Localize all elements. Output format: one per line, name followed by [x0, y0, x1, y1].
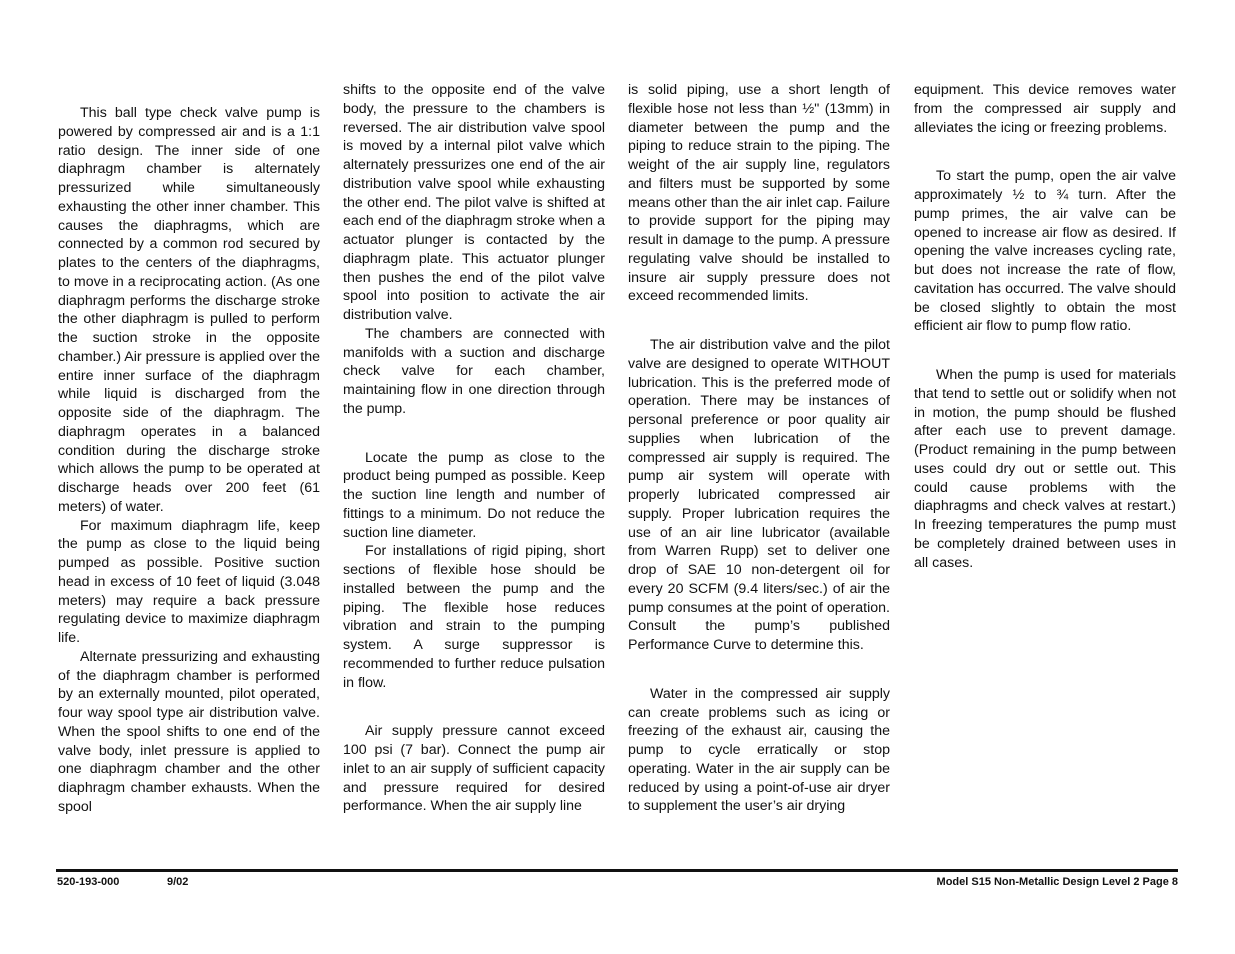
- text-column-4: [914, 81, 1176, 572]
- paragraph: To start the pump, open the air valve approximately ½ to ¾ turn. After the pump primes, the air valve can be opened to increase air flow as desired. If opening the valve increases cycling rate, but does not increase the rate of flow, cavitation has occurred. The valve should be closed slightly to obtain the most efficient air flow to pump flow ratio.: [914, 168, 1176, 335]
- paragraph: Air supply pressure cannot exceed 100 psi (7 bar). Connect the pump air inlet to an air supply of sufficient capacity and pressure required for desired performance. When the air supply line: [343, 723, 605, 815]
- paragraph: For maximum diaphragm life, keep the pump as close to the liquid being pumped as possible. Positive suction head in excess of 10 feet of liquid (3.048 meters) may require a back pressure regulating device to maximize diaphragm life.: [58, 517, 320, 646]
- footer-rule: [56, 869, 1178, 872]
- paragraph: equipment. This device removes water from the compressed air supply and alleviates the icing or freezing problems.: [914, 82, 1176, 136]
- paragraph: is solid piping, use a short length of flexible hose not less than ½" (13mm) in diameter between the pump and the piping to reduce strain to the piping. The weight of the air supply line, regulators and filters must be supported by some means other than the air inlet cap. Failure to provide support for the piping may result in damage to the pump. A pressure regulating valve should be installed to insure air supply pressure does not exceed recommended limits.: [628, 82, 890, 305]
- paragraph: Alternate pressurizing and exhausting of the diaphragm chamber is performed by an externally mounted, pilot operated, four way spool type air distribution valve. When the spool shifts to one end of the valve body, inlet pressure is applied to one diaphragm chamber and the other diaphragm chamber exhausts. When the spool: [58, 648, 320, 815]
- paragraph: This ball type check valve pump is powered by compressed air and is a 1:1 ratio design. The inner side of one diaphragm chamber is alternately pressurized while simultaneously exhausting the other inner chamber. This causes the diaphragms, which are connected by a common rod secured by plates to the centers of the diaphragms, to move in a reciprocating action. (As one diaphragm performs the discharge stroke the other diaphragm is pulled to perform the suction stroke in the opposite chamber.) Air pressure is applied over the entire inner surface of the diaphragm while liquid is discharged from the opposite side of the diaphragm. The diaphragm operates in a balanced condition during the discharge stroke which allows the pump to be operated at discharge heads over 200 feet (61 meters) of water.: [58, 105, 320, 515]
- document-number: 520-193-000: [57, 876, 120, 888]
- revision-date: 9/02: [167, 876, 189, 888]
- text-column-2: [343, 81, 605, 816]
- text-column-3: [628, 81, 890, 816]
- paragraph: The air distribution valve and the pilot valve are designed to operate WITHOUT lubrication. This is the preferred mode of operation. There may be instances of personal preference or poor quality air supplies when lubrication of the compressed air supply is required. The pump air system will operate with properly lubricated compressed air supply. Proper lubrication requires the use of an air line lubricator (available from Warren Rupp) set to deliver one drop of SAE 10 non-detergent oil for every 20 SCFM (9.4 liters/sec.) of air the pump consumes at the point of operation. Consult the pump’s published Performance Curve to determine this.: [628, 337, 890, 653]
- paragraph: Locate the pump as close to the product being pumped as possible. Keep the suction line length and number of fittings to a minimum. Do not reduce the suction line diameter.: [343, 449, 605, 541]
- paragraph: For installations of rigid piping, short sections of flexible hose should be installed between the pump and the piping. The flexible hose reduces vibration and strain to the pumping system. A surge suppressor is recommended to further reduce pulsation in flow.: [343, 543, 605, 691]
- paragraph: shifts to the opposite end of the valve body, the pressure to the chambers is reversed. The air distribution valve spool is moved by a internal pilot valve which alternately pressurizes one end of the air distribution valve spool while exhausting the other end. The pilot valve is shifted at each end of the diaphragm stroke when a actuator plunger is contacted by the diaphragm plate. This actuator plunger then pushes the end of the pilot valve spool into position to activate the air distribution valve.: [343, 82, 605, 323]
- paragraph: Water in the compressed air supply can create problems such as icing or freezing of the exhaust air, causing the pump to cycle erratically or stop operating. Water in the air supply can be reduced by using a point-of-use air dryer to supplement the user’s air drying: [628, 685, 890, 815]
- model-page-label: Model S15 Non-Metallic Design Level 2 Page 8: [936, 876, 1178, 888]
- text-column-1: [58, 104, 320, 817]
- paragraph: When the pump is used for materials that tend to settle out or solidify when not in motion, the pump should be flushed after each use to prevent damage. (Product remaining in the pump between uses could dry out or settle out. This could cause problems with the diaphragms and check valves at restart.) In freezing temperatures the pump must be completely drained between uses in all cases.: [914, 367, 1176, 571]
- paragraph: The chambers are connected with manifolds with a suction and discharge check valve for each chamber, maintaining flow in one direction through the pump.: [343, 325, 605, 417]
